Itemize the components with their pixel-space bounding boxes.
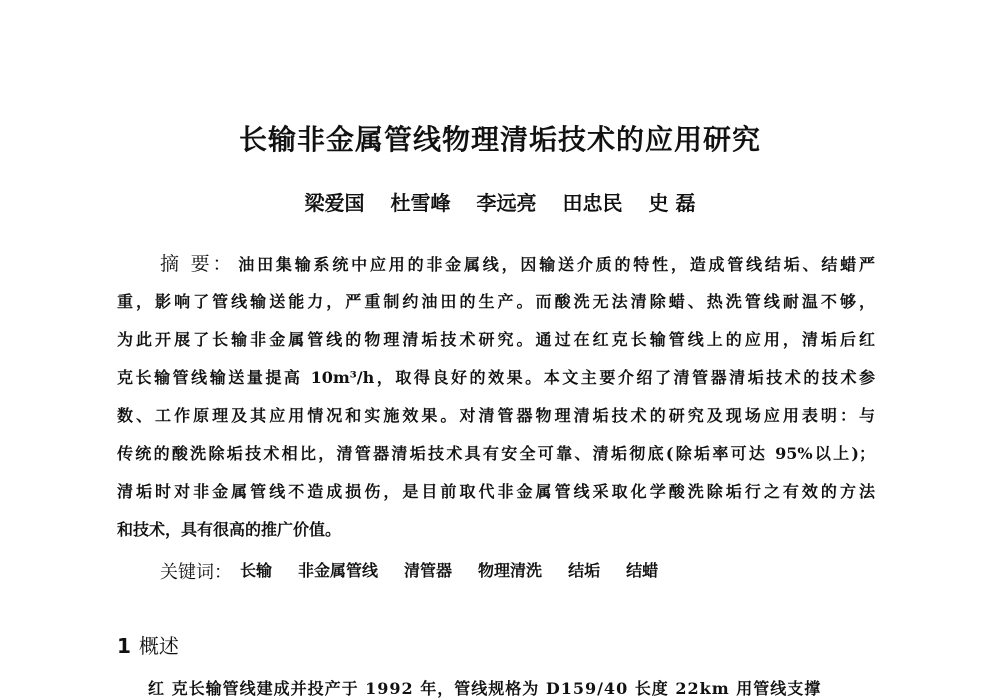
abstract-line: 克长输管线输送量提高 10m³/h，取得良好的效果。本文主要介绍了清管器清垢技术的技术参 xyxy=(117,368,875,387)
abstract-line: 清垢时对非金属管线不造成损伤，是目前取代非金属管线采取化学酸洗除垢行之有效的方法 xyxy=(117,482,875,501)
keyword: 结蜡 xyxy=(626,561,659,580)
keyword: 非金属管线 xyxy=(298,561,379,580)
section-heading xyxy=(117,630,179,659)
author-name: 杜雪峰 xyxy=(390,191,451,215)
keyword: 结垢 xyxy=(568,561,601,580)
author-name: 史 磊 xyxy=(648,191,696,215)
keywords-label: 关键词： xyxy=(160,562,232,583)
abstract-text: 油田集输系统中应用的非金属线，因输送介质的特性，造成管线结垢、结蜡严 xyxy=(238,255,875,274)
section-title: 概述 xyxy=(138,634,179,658)
abstract-label: 摘 要： xyxy=(160,253,235,275)
paper-title: 长输非金属管线物理清垢技术的应用研究 xyxy=(238,123,761,156)
abstract-line: 数、工作原理及其应用情况和实施效果。对清管器物理清垢技术的研究及现场应用表明：与 xyxy=(117,406,875,425)
author-name: 梁爱国 xyxy=(304,191,365,215)
section-number: 1 xyxy=(117,634,131,658)
author-name: 李远亮 xyxy=(476,191,537,215)
abstract-line: 为此开展了长输非金属管线的物理清垢技术研究。通过在红克长输管线上的应用，清垢后红 xyxy=(117,330,875,349)
abstract-line: 和技术，具有很高的推广价值。 xyxy=(117,520,342,539)
keyword: 长输 xyxy=(240,561,273,580)
body-text-partial: 红 克长输管线建成并投产于 1992 年，管线规格为 D159/40 长度 22km 用管线支撑 xyxy=(148,679,822,698)
keywords xyxy=(160,558,658,584)
abstract-line xyxy=(160,251,875,277)
author-list xyxy=(0,187,1000,216)
keyword: 清管器 xyxy=(404,561,453,580)
author-name: 田忠民 xyxy=(562,191,623,215)
keyword: 物理清洗 xyxy=(478,561,543,580)
abstract-line: 传统的酸洗除垢技术相比，清管器清垢技术具有安全可靠、清垢彻底(除垢率可达 95%以上)； xyxy=(117,444,875,463)
abstract-line: 重，影响了管线输送能力，严重制约油田的生产。而酸洗无法清除蜡、热洗管线耐温不够， xyxy=(117,292,875,311)
